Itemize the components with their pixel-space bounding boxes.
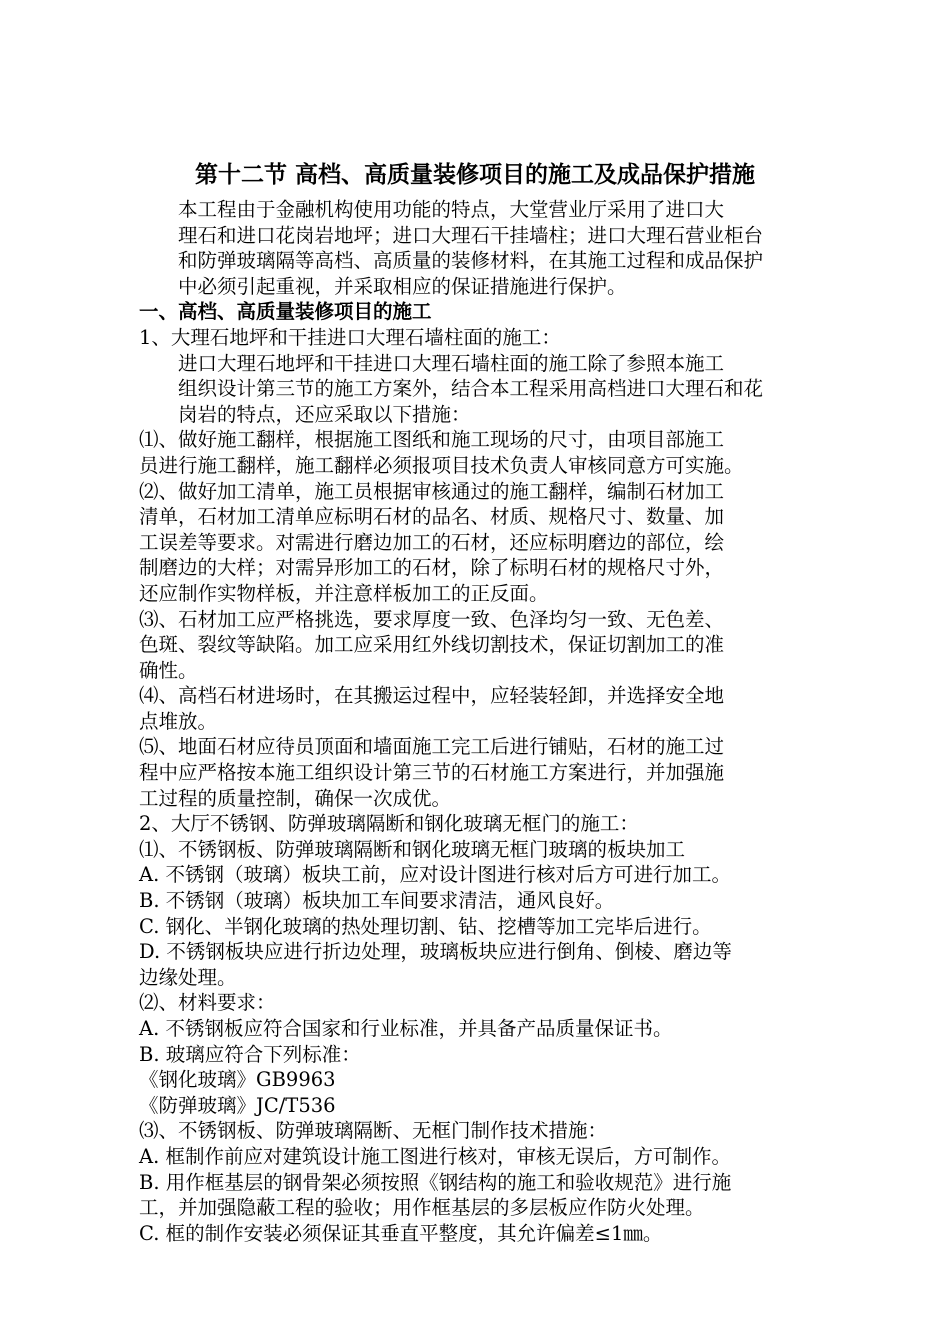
paragraph: [139, 351, 819, 428]
text-line: C. 框的制作安装必须保证其垂直平整度，其允许偏差≤1㎜。: [139, 1221, 663, 1245]
text-line: 2、大厅不锈钢、防弹玻璃隔断和钢化玻璃无框门的施工：: [139, 812, 639, 836]
paragraph: [139, 1093, 819, 1119]
text-line: 进口大理石地坪和干挂进口大理石墙柱面的施工除了参照本施工: [178, 351, 725, 375]
text-line: 《防弹玻璃》JC/T536: [139, 1093, 336, 1117]
text-line: 还应制作实物样板，并注意样板加工的正反面。: [139, 581, 549, 605]
paragraph: [139, 1016, 819, 1042]
text-line: 点堆放。: [139, 709, 218, 733]
text-line: 岗岩的特点，还应采取以下措施：: [178, 402, 471, 426]
text-line: 确性。: [139, 658, 198, 682]
paragraph: [139, 479, 819, 607]
paragraph: [139, 607, 819, 684]
text-line: ⑸、地面石材应待员顶面和墙面施工完工后进行铺贴，石材的施工过: [139, 735, 725, 759]
text-line: C. 钢化、半钢化玻璃的热处理切割、钻、挖槽等加工完毕后进行。: [139, 914, 712, 938]
paragraph: [139, 325, 819, 351]
paragraph: [139, 1067, 819, 1093]
paragraph: [139, 811, 819, 837]
text-line: A. 不锈钢板应符合国家和行业标准，并具备产品质量保证书。: [139, 1017, 673, 1040]
text-line: A. 框制作前应对建筑设计施工图进行核对，审核无误后，方可制作。: [139, 1144, 731, 1168]
text-line: 理石和进口花岗岩地坪；进口大理石干挂墙柱；进口大理石营业柜台: [178, 223, 764, 247]
paragraph: [139, 1118, 819, 1144]
text-line: ⑵、材料要求：: [139, 991, 276, 1015]
paragraph: [139, 427, 819, 478]
text-line: ⑶、不锈钢板、防弹玻璃隔断、无框门制作技术措施：: [139, 1119, 608, 1143]
text-line: 1、大理石地坪和干挂进口大理石墙柱面的施工：: [139, 325, 561, 349]
text-line: 一、高档、高质量装修项目的施工: [139, 300, 432, 324]
document-body: [139, 197, 819, 1246]
text-line: 工误差等要求。对需进行磨边加工的石材，还应标明磨边的部位，绘: [139, 530, 725, 554]
paragraph: [139, 734, 819, 811]
text-line: B. 玻璃应符合下列标准：: [139, 1042, 361, 1066]
paragraph: [139, 837, 819, 863]
text-line: ⑴、做好施工翻样，根据施工图纸和施工现场的尺寸，由项目部施工: [139, 428, 725, 452]
paragraph: [139, 683, 819, 734]
text-line: 《钢化玻璃》GB9963: [139, 1068, 336, 1092]
paragraph: [139, 197, 819, 299]
text-line: D. 不锈钢板块应进行折边处理，玻璃板块应进行倒角、倒棱、磨边等: [139, 940, 732, 964]
section-title: 第十二节 高档、高质量装修项目的施工及成品保护措施: [194, 161, 755, 188]
text-line: 中必须引起重视，并采取相应的保证措施进行保护。: [178, 274, 627, 298]
paragraph: [139, 1221, 819, 1247]
paragraph: [139, 939, 819, 990]
paragraph: [139, 990, 819, 1016]
text-line: 边缘处理。: [139, 965, 237, 989]
text-line: B. 不锈钢（玻璃）板块加工车间要求清洁，通风良好。: [139, 889, 615, 913]
text-line: 员进行施工翻样，施工翻样必须报项目技术负责人审核同意方可实施。: [139, 453, 744, 477]
text-line: B. 用作框基层的钢骨架必须按照《钢结构的施工和验收规范》进行施: [139, 1170, 732, 1194]
text-line: 和防弹玻璃隔等高档、高质量的装修材料，在其施工过程和成品保护: [178, 249, 764, 273]
text-line: 程中应严格按本施工组织设计第三节的石材施工方案进行，并加强施: [139, 761, 725, 785]
text-line: 本工程由于金融机构使用功能的特点，大堂营业厅采用了进口大: [178, 198, 725, 221]
paragraph: [139, 862, 819, 888]
text-line: ⑷、高档石材进场时，在其搬运过程中，应轻装轻卸，并选择安全地: [139, 684, 725, 708]
text-line: 清单，石材加工清单应标明石材的品名、材质、规格尺寸、数量、加: [139, 505, 725, 529]
text-line: ⑵、做好加工清单，施工员根据审核通过的施工翻样，编制石材加工: [139, 479, 725, 503]
text-line: 制磨边的大样；对需异形加工的石材，除了标明石材的规格尺寸外，: [139, 556, 725, 580]
section-heading: [139, 299, 819, 325]
paragraph: [139, 888, 819, 914]
paragraph: [139, 914, 819, 940]
paragraph: [139, 1042, 819, 1068]
text-line: 工过程的质量控制，确保一次成优。: [139, 786, 452, 810]
text-line: 组织设计第三节的施工方案外，结合本工程采用高档进口大理石和花: [178, 377, 764, 401]
text-line: 工，并加强隐蔽工程的验收；用作框基层的多层板应作防火处理。: [139, 1196, 705, 1220]
paragraph: [139, 1170, 819, 1221]
text-line: 色斑、裂纹等缺陷。加工应采用红外线切割技术，保证切割加工的准: [139, 633, 725, 657]
text-line: A. 不锈钢（玻璃）板块工前，应对设计图进行核对后方可进行加工。: [139, 863, 731, 887]
text-line: ⑶、石材加工应严格挑选，要求厚度一致、色泽均匀一致、无色差、: [139, 607, 725, 631]
text-line: ⑴、不锈钢板、防弹玻璃隔断和钢化玻璃无框门玻璃的板块加工: [139, 837, 686, 861]
paragraph: [139, 1144, 819, 1170]
